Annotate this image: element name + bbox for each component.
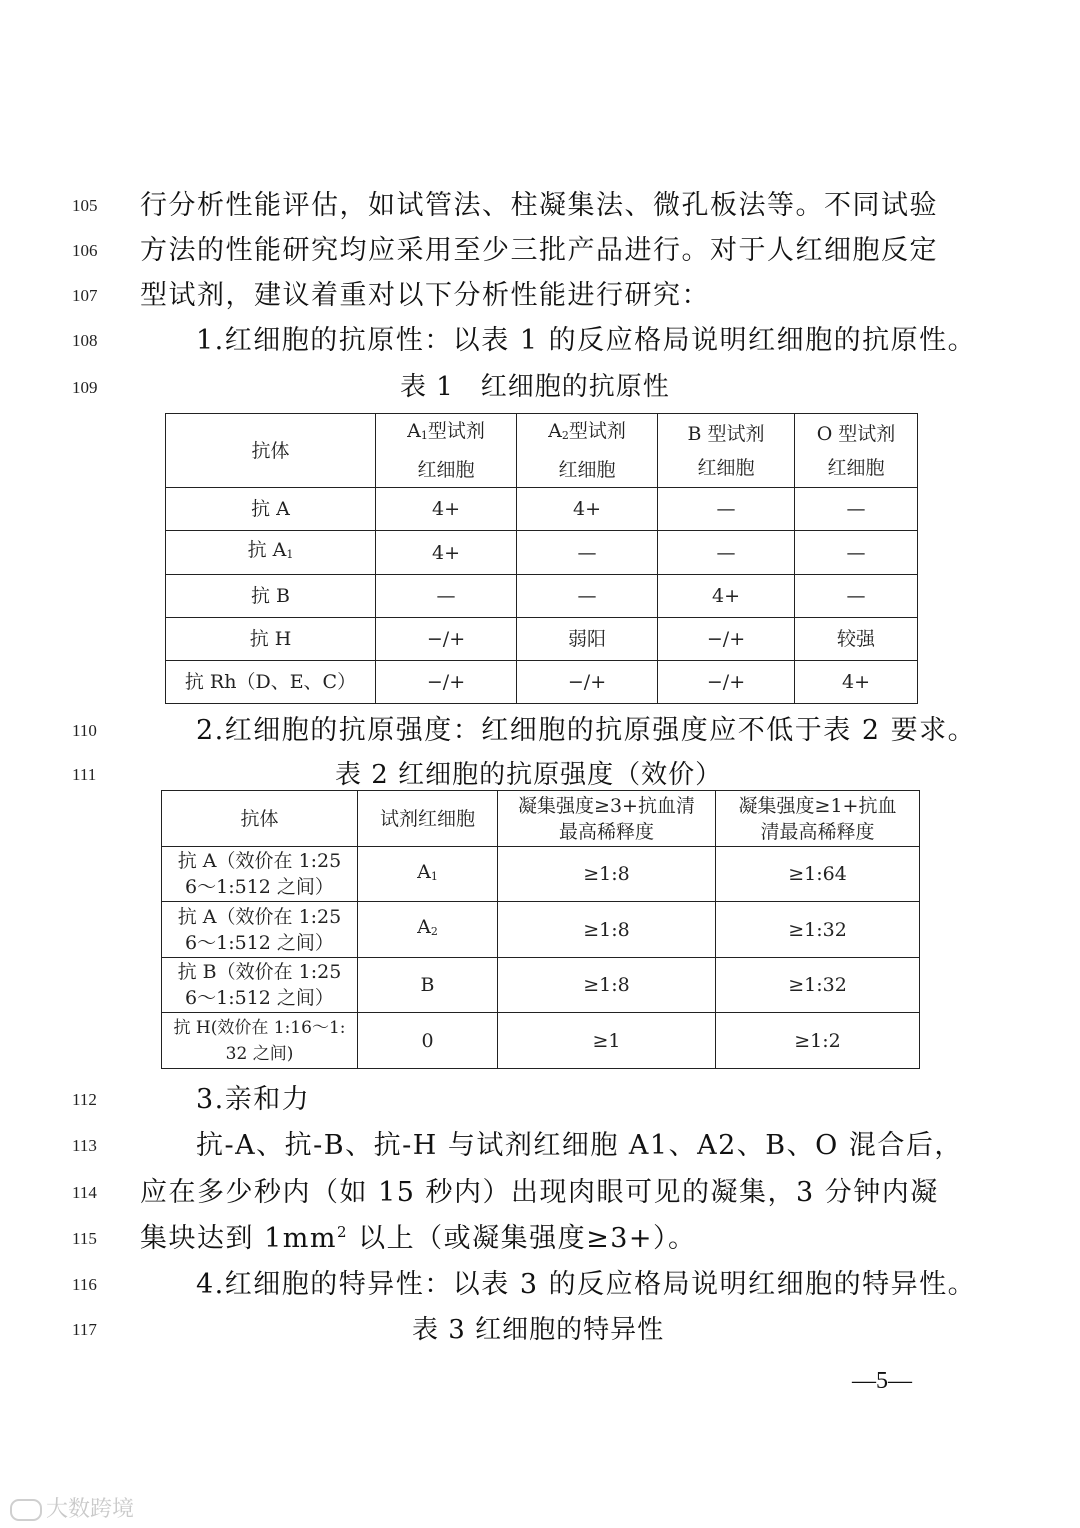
line-number: 116 xyxy=(72,1275,97,1294)
table-cell: 4+ xyxy=(376,531,517,575)
table-row xyxy=(166,618,918,661)
table-cell: — xyxy=(658,531,795,575)
table-row xyxy=(162,902,920,958)
line-number: 117 xyxy=(72,1320,97,1339)
table-cell: ≥1:8 xyxy=(498,902,716,958)
table-cell: 4+ xyxy=(795,661,918,704)
table2-caption: 表 2 红细胞的抗原强度（效价） xyxy=(335,760,723,790)
table-cell: ≥1:32 xyxy=(716,958,920,1013)
paragraph-text: 2.红细胞的抗原强度：红细胞的抗原强度应不低于表 2 要求。 xyxy=(196,715,977,746)
table-cell: $A_2$ xyxy=(358,902,498,958)
page-number: —5— xyxy=(852,1368,912,1394)
row-label: 抗 A（效价在 1:25 6～1:512 之间） xyxy=(162,847,358,902)
paragraph-text: 4.红细胞的特异性：以表 3 的反应格局说明红细胞的特异性。 xyxy=(196,1269,977,1300)
table-cell: −/+ xyxy=(376,661,517,704)
line-number: 106 xyxy=(72,241,98,260)
table-cell: — xyxy=(795,488,918,531)
table-cell: 4+ xyxy=(517,488,658,531)
paragraph-text: 1.红细胞的抗原性：以表 1 的反应格局说明红细胞的抗原性。 xyxy=(196,325,977,356)
table-row xyxy=(162,1013,920,1069)
paragraph-text: 抗-A、抗-B、抗-H 与试剂红细胞 A1、A2、B、O 混合后， xyxy=(196,1130,963,1161)
paragraph-text: 方法的性能研究均应采用至少三批产品进行。对于人红细胞反定 xyxy=(140,235,938,266)
table-cell: ≥1 xyxy=(498,1013,716,1069)
line-number: 113 xyxy=(72,1136,97,1155)
line-number: 111 xyxy=(72,765,97,784)
table-cell: — xyxy=(795,531,918,575)
table-row xyxy=(166,661,918,704)
row-label: 抗 A（效价在 1:25 6～1:512 之间） xyxy=(162,902,358,958)
table-cell: ≥1:8 xyxy=(498,958,716,1013)
row-label: 抗 $A_1$ xyxy=(166,531,376,575)
table-row xyxy=(166,531,918,575)
antigenicity-table xyxy=(165,413,918,704)
table-cell: ≥1:32 xyxy=(716,902,920,958)
table-header-row xyxy=(162,791,920,847)
table3-caption: 表 3 红细胞的特异性 xyxy=(412,1315,665,1345)
table-cell: 较强 xyxy=(795,618,918,661)
row-label: 抗 A xyxy=(166,488,376,531)
table-cell: −/+ xyxy=(376,618,517,661)
table-cell: — xyxy=(517,531,658,575)
row-label: 抗 B（效价在 1:25 6～1:512 之间） xyxy=(162,958,358,1013)
header-cell: 抗体 xyxy=(166,414,376,488)
watermark: 大数跨境 xyxy=(10,1492,134,1523)
table-header-row xyxy=(166,414,918,488)
table-cell: $A_1$ xyxy=(358,847,498,902)
line-number: 105 xyxy=(72,196,98,215)
watermark-logo-icon xyxy=(10,1499,42,1521)
table-row xyxy=(162,847,920,902)
line-number: 112 xyxy=(72,1090,97,1109)
line-number: 114 xyxy=(72,1183,97,1202)
header-cell: 凝集强度≥3+抗血清 最高稀释度 xyxy=(498,791,716,847)
paragraph-text: 3.亲和力 xyxy=(196,1084,311,1115)
paragraph-text: 型试剂，建议着重对以下分析性能进行研究： xyxy=(140,280,710,311)
table-row xyxy=(166,488,918,531)
row-label: 抗 B xyxy=(166,575,376,618)
header-cell: 凝集强度≥1+抗血 清最高稀释度 xyxy=(716,791,920,847)
table-cell: 4+ xyxy=(376,488,517,531)
row-label: 抗 Rh（D、E、C） xyxy=(166,661,376,704)
table-cell: — xyxy=(658,488,795,531)
header-cell: 抗体 xyxy=(162,791,358,847)
table-row xyxy=(162,958,920,1013)
table-cell: −/+ xyxy=(658,618,795,661)
line-number: 108 xyxy=(72,331,98,350)
antigen-strength-table xyxy=(161,790,920,1069)
table-cell: −/+ xyxy=(517,661,658,704)
header-cell: $A_2$型试剂 红细胞 xyxy=(517,414,658,488)
table-cell: ≥1:64 xyxy=(716,847,920,902)
header-cell: O 型试剂 红细胞 xyxy=(795,414,918,488)
paragraph-text: 集块达到 $1mm^2$ 以上（或凝集强度≥3+）。 xyxy=(140,1223,697,1254)
table1-caption: 表 1 红细胞的抗原性 xyxy=(400,372,670,402)
table-cell: — xyxy=(795,575,918,618)
line-number: 115 xyxy=(72,1229,97,1248)
row-label: 抗 H xyxy=(166,618,376,661)
table-cell: 弱阳 xyxy=(517,618,658,661)
line-number: 107 xyxy=(72,286,98,305)
table-cell: −/+ xyxy=(658,661,795,704)
paragraph-text: 行分析性能评估，如试管法、柱凝集法、微孔板法等。不同试验 xyxy=(140,190,938,221)
table-cell: ≥1:8 xyxy=(498,847,716,902)
table-cell: ≥1:2 xyxy=(716,1013,920,1069)
paragraph-text: 应在多少秒内（如 15 秒内）出现肉眼可见的凝集，3 分钟内凝 xyxy=(140,1177,939,1208)
table-cell: — xyxy=(517,575,658,618)
row-label: 抗 H(效价在 1:16～1: 32 之间) xyxy=(162,1013,358,1069)
line-number: 109 xyxy=(72,378,98,397)
table-row xyxy=(166,575,918,618)
table-cell: 0 xyxy=(358,1013,498,1069)
line-number: 110 xyxy=(72,721,97,740)
header-cell: 试剂红细胞 xyxy=(358,791,498,847)
header-cell: $A_1$型试剂 红细胞 xyxy=(376,414,517,488)
table-cell: 4+ xyxy=(658,575,795,618)
table-cell: — xyxy=(376,575,517,618)
header-cell: B 型试剂 红细胞 xyxy=(658,414,795,488)
table-cell: B xyxy=(358,958,498,1013)
